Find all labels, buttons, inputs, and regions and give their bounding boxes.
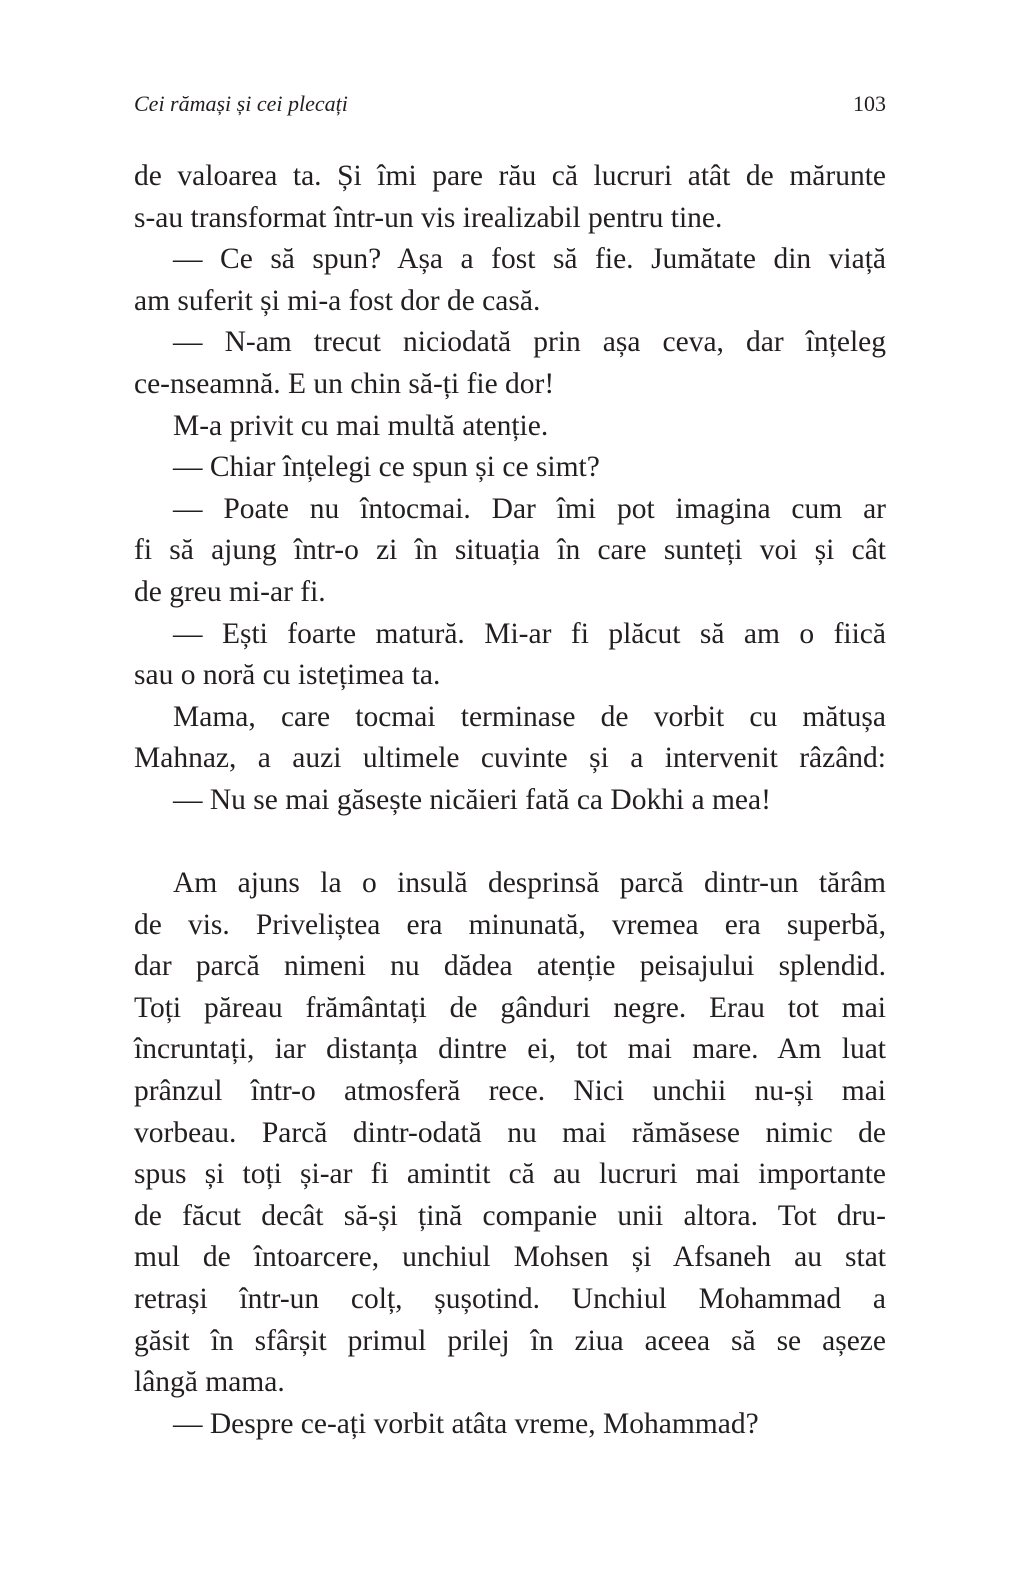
text-line: — Nu se mai găsește nicăieri fată ca Dokhi a mea!	[173, 783, 771, 816]
text-line: M-a privit cu mai multă atenție.	[173, 409, 549, 442]
book-page	[134, 84, 886, 1524]
running-title: Cei rămași și cei plecați	[134, 91, 348, 116]
text-line: sau o noră cu istețimea ta.	[134, 659, 441, 692]
text-line: spus și toți și-ar fi amintit că au lucruri mai importante	[134, 1158, 886, 1191]
text-line: — Ești foarte matură. Mi-ar fi plăcut să am o fiică	[173, 617, 886, 650]
text-line: am suferit și mi-a fost dor de casă.	[134, 284, 541, 317]
text-line: retrași într-un colț, șușotind. Unchiul Mohammad a	[134, 1283, 886, 1316]
text-line: Am ajuns la o insulă desprinsă parcă dintr-un tărâm	[173, 867, 886, 900]
text-line: prânzul într-o atmosferă rece. Nici unchii nu-și mai	[134, 1075, 886, 1108]
text-line: dar parcă nimeni nu dădea atenție peisajului splendid.	[134, 950, 886, 983]
section-break	[134, 822, 886, 864]
text-line: — N-am trecut niciodată prin așa ceva, dar înțeleg	[173, 326, 886, 359]
text-line: ce-nseamnă. E un chin să-ți fie dor!	[134, 367, 555, 400]
text-line: vorbeau. Parcă dintr-odată nu mai rămăsese nimic de	[134, 1116, 886, 1149]
text-line: găsit în sfârșit primul prilej în ziua aceea să se așeze	[134, 1324, 886, 1357]
text-line: — Despre ce-ați vorbit atâta vreme, Mohammad?	[173, 1407, 759, 1440]
text-line: de vis. Priveliștea era minunată, vremea era superbă,	[134, 908, 886, 941]
text-line: Toți păreau frământați de gânduri negre. Erau tot mai	[134, 991, 886, 1024]
text-line: lângă mama.	[134, 1366, 285, 1399]
text-line: de făcut decât să-și țină companie unii altora. Tot dru-	[134, 1199, 886, 1232]
text-line: Mama, care tocmai terminase de vorbit cu mătușa	[173, 700, 886, 733]
text-line: de greu mi-ar fi.	[134, 575, 326, 608]
text-line: Mahnaz, a auzi ultimele cuvinte și a intervenit râzând:	[134, 742, 886, 775]
text-line: — Chiar înțelegi ce spun și ce simt?	[173, 451, 600, 484]
page-number: 103	[853, 91, 886, 116]
running-head	[134, 84, 886, 124]
text-line: fi să ajung într-o zi în situația în care sunteți voi și cât	[134, 534, 886, 567]
text-line: — Poate nu întocmai. Dar îmi pot imagina cum ar	[173, 492, 886, 525]
text-line: — Ce să spun? Așa a fost să fie. Jumătate din viață	[173, 243, 886, 276]
body-text	[134, 156, 886, 1445]
text-line: încruntați, iar distanța dintre ei, tot mai mare. Am luat	[134, 1033, 886, 1066]
text-line: de valoarea ta. Și îmi pare rău că lucruri atât de mărunte	[134, 160, 886, 192]
text-line: s-au transformat într-un vis irealizabil pentru tine.	[134, 201, 723, 234]
text-line: mul de întoarcere, unchiul Mohsen și Afsaneh au stat	[134, 1241, 886, 1274]
